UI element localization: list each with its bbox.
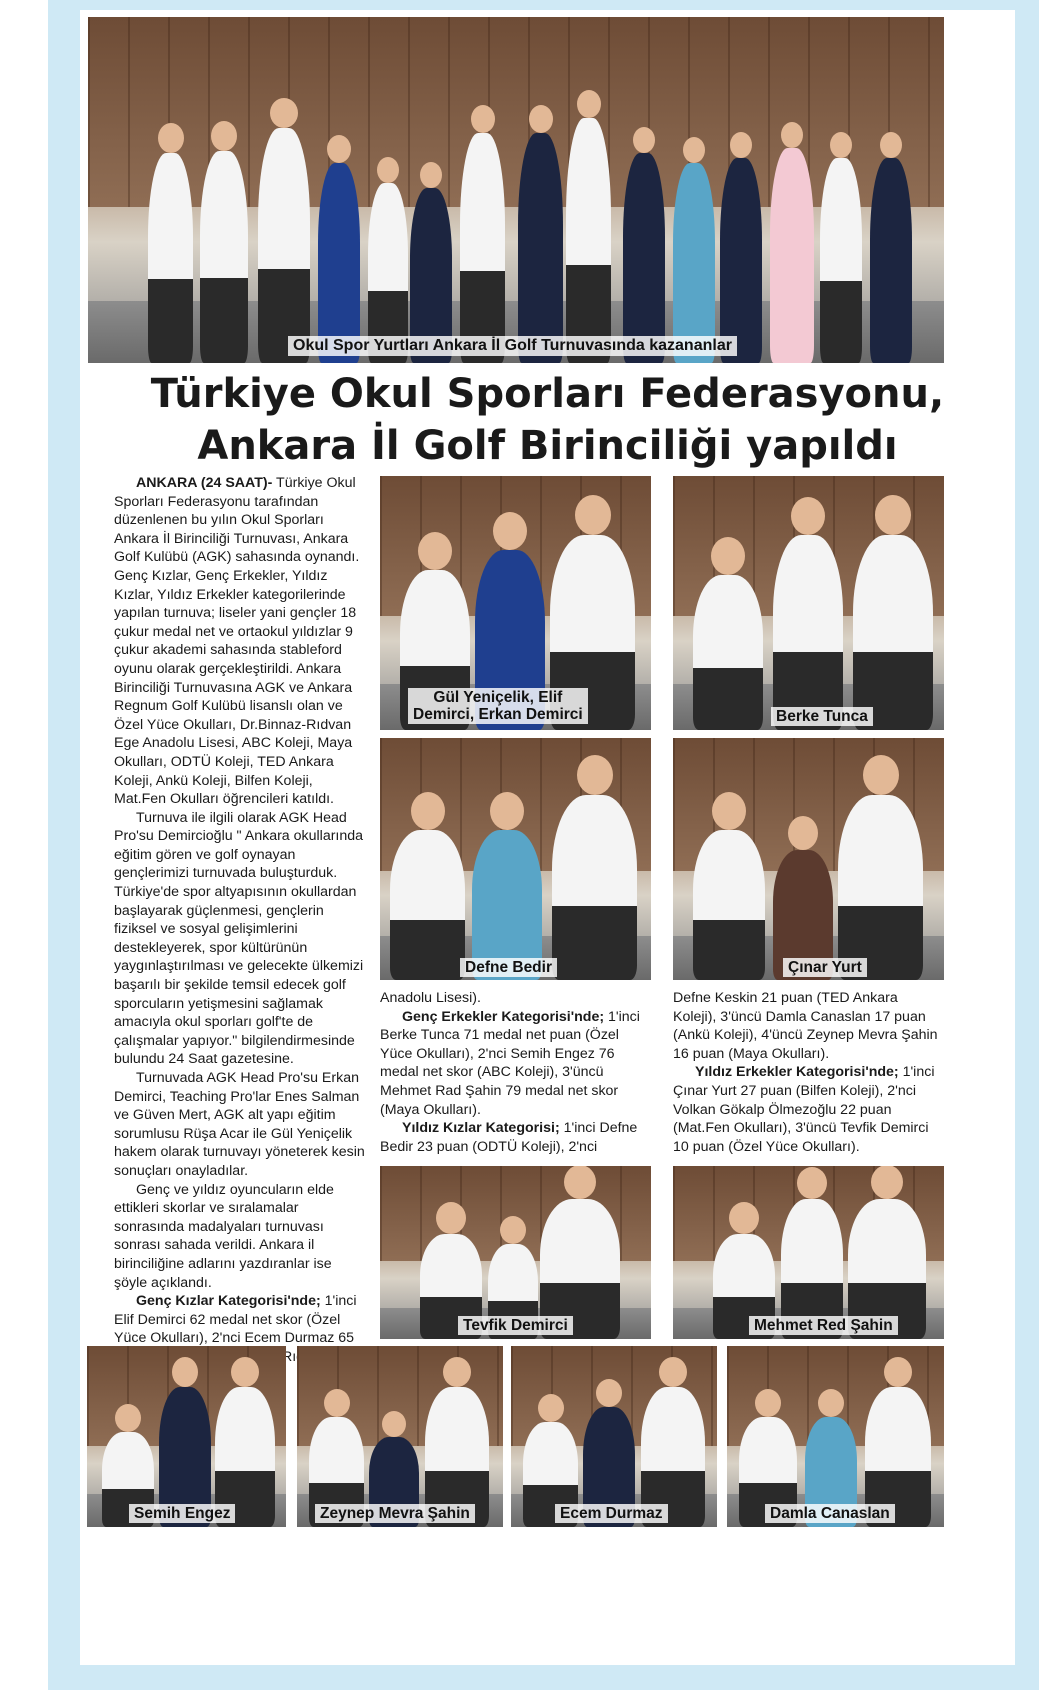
caption-tevfik-demirci: Tevfik Demirci	[458, 1316, 573, 1335]
caption-semih-engez: Semih Engez	[129, 1504, 235, 1523]
left-margin	[0, 0, 48, 1690]
photo-mehmet-red-sahin	[673, 1166, 944, 1339]
article-paragraph-3: Turnuvada AGK Head Pro'su Erkan Demirci, Teaching Pro'lar Enes Salman ve Güven Mert, AGK alt yapı eğitim sorumlusu Rüşa Acar ile Gül Yeniçelik hakem olarak turnuvayı yöneterek kesin sonuçları onayladılar.	[114, 1070, 365, 1179]
caption-line-1: Gül Yeniçelik, Elif	[433, 689, 563, 706]
dateline: ANKARA (24 SAAT)-	[136, 475, 273, 491]
photo-tevfik-demirci	[380, 1166, 651, 1339]
article-col2-paragraph-0: Anadolu Lisesi).	[380, 990, 481, 1006]
headline-line-1: Türkiye Okul Sporları Federasyonu,	[150, 371, 945, 417]
article-column-2	[380, 989, 651, 1156]
article-paragraph-4: Genç ve yıldız oyuncuların elde ettikleri skorlar ve sıralamalar sonrasında madalyaları turnuvası sonrası sahada verildi. Ankara il birinciliğine adlarını yazdıranlar ise şöyle açıklandı.	[114, 1181, 334, 1291]
caption-defne-bedir: Defne Bedir	[460, 958, 557, 977]
caption-cinar-yurt: Çınar Yurt	[783, 958, 867, 977]
article-col3-paragraph-1: 1'inci Çınar Yurt 27 puan (Bilfen Koleji), 2'nci Volkan Gökalp Ölmezoğlu 22 puan (Mat.Fen Okulları), 3'üncü Tevfik Demirci 10 puan (Özel Yüce Okulları).	[673, 1064, 935, 1155]
category-label-genc-kizlar: Genç Kızlar Kategorisi'nde;	[136, 1293, 321, 1310]
top-photo-caption: Okul Spor Yurtları Ankara İl Golf Turnuvasında kazananlar	[288, 336, 737, 356]
caption-line-2: Demirci, Erkan Demirci	[413, 706, 583, 724]
category-label-genc-erkekler: Genç Erkekler Kategorisi'nde;	[402, 1008, 605, 1025]
article-column-1	[114, 474, 368, 1367]
photo-zeynep-mevra-sahin	[297, 1346, 503, 1527]
caption-berke-tunca: Berke Tunca	[771, 707, 873, 726]
caption-mehmet-red-sahin: Mehmet Red Şahin	[749, 1316, 898, 1335]
caption-ecem-durmaz: Ecem Durmaz	[555, 1504, 668, 1523]
photo-semih-engez	[87, 1346, 286, 1527]
photo-damla-canaslan	[727, 1346, 944, 1527]
category-label-yildiz-erkekler: Yıldız Erkekler Kategorisi'nde;	[695, 1064, 899, 1081]
headline	[80, 368, 1015, 472]
article-paragraph-2: Turnuva ile ilgili olarak AGK Head Pro'su Demircioğlu " Ankara okullarında eğitim gören ve golf oynayan gençlerimizi turnuvada buluşturduk. Türkiye'de spor altyapısının okullardan başlayarak güçlenmesi, gençlerin fiziksel ve sosyal gelişimlerini destekleyerek, spor kültürünün yaygınlaştırılması ve gelecekte ülkemizi başarılı bir şekilde temsil edecek golf sporcuların yetişmesini sağlamak amacıyla okul sporları golf'te de çalışmalar yapıyor." bilgilendirmesinde bulundu 24 Saat gazetesine.	[114, 809, 364, 1068]
article-col2-paragraph-2: 1'inci Defne Bedir 23 puan (ODTÜ Koleji), 2'nci	[380, 1120, 638, 1155]
article-paragraph-1: Türkiye Okul Sporları Federasyonu tarafından düzenlenen bu yılın Okul Sporları Ankara İl Birinciliği Turnuvası, Ankara Golf Kulübü (AGK) sahasında oynandı. Genç Kızlar, Genç Erkekler, Yıldız Kızlar, Yıldız Erkekler kategorilerinde yapılan turnuva; liseler yani gençler 18 çukur medal net ve ortaokul yıldızlar 9 çukur akademi sahasında stableford oyunu olarak gerçekleştirildi. Ankara Birinciliği Turnuvasına AGK ve Ankara Regnum Golf Kulübü lisanslı olan ve Özel Yüce Okulları, Dr.Binnaz-Rıdvan Ege Anadolu Lisesi, ABC Koleji, Maya Okulları, ODTÜ Koleji, TED Ankara Koleji, Ankü Koleji, Bilfen Koleji, Mat.Fen Okulları öğrencileri katıldı.	[114, 475, 360, 808]
photo-berke-tunca	[673, 476, 944, 730]
caption-damla-canaslan: Damla Canaslan	[765, 1504, 895, 1523]
category-label-yildiz-kizlar: Yıldız Kızlar Kategorisi;	[402, 1120, 560, 1137]
article-paragraph-5: 1'inci Elif Demirci 62 medal net skor (Özel Yüce Okulları), 2'nci Ecem Durmaz 65	[114, 1293, 357, 1347]
photo-gul-elif-erkan	[380, 476, 651, 730]
headline-line-2: Ankara İl Golf Birinciliği yapıldı	[197, 423, 898, 469]
photo-defne-bedir	[380, 738, 651, 980]
caption-gul-elif-erkan	[408, 688, 588, 724]
article-col2-paragraph-1: 1'inci Berke Tunca 71 medal net puan (Özel Yüce Okulları), 2'nci Semih Engez 76 medal net skor (ABC Koleji), 3'üncü Mehmet Rad Şahin 79 medal net skor (Maya Okulları).	[380, 1008, 640, 1118]
photo-cinar-yurt	[673, 738, 944, 980]
article-col3-paragraph-0: Defne Keskin 21 puan (TED Ankara Koleji), 3'üncü Damla Canaslan 17 puan (Ankü Koleji), 4'üncü Zeynep Mevra Şahin 16 puan (Maya Okulları).	[673, 990, 938, 1062]
group-photo	[88, 17, 944, 363]
photo-ecem-durmaz	[511, 1346, 717, 1527]
caption-zeynep-mevra-sahin: Zeynep Mevra Şahin	[315, 1504, 475, 1523]
article-column-3	[673, 989, 944, 1156]
